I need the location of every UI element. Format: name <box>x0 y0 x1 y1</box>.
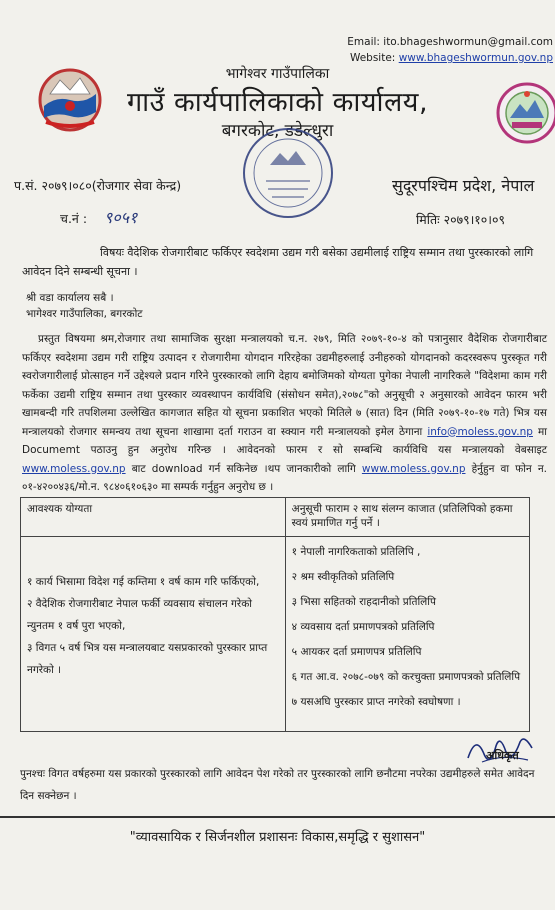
requirements-table <box>20 497 530 732</box>
dispatch-number: ९०५१ <box>104 208 138 227</box>
body-text-1: प्रस्तुत विषयमा श्रम,रोजगार तथा सामाजिक सुरक्षा मन्त्रालयको च.न. २७९, मिति २०७९-१०-४ को पत्रानुसार वैदेशिक रोजगारीबाट फर्किएर स्वदेशमा उद्यम गरी राष्ट्रिय उत्पादन र रोजगारीमा योगदान गरिरहेका उद्यमीहरुलाई उनीहरुको योगदानको कदरस्वरूप पुरस्कृत गरी स्वरोजगारीलाई प्रोत्साहन गर्ने उद्देश्यले प्रदान गरिने पुरस्कारको लागि देहाय बमोजिमको योग्यता पुगेका नेपाली नागरिकले "विदेशमा काम गरी फर्केका उद्यमी राष्ट्रिय सम्मान तथा पुरस्कार व्यवस्थापन कार्यविधि (संसोधन समेत),२०७८"को अनुसूची २ अनुसारको आवेदन फारम भरी खामबन्दी गरि तपशिलमा उल्लेखित कागजात सहित यो सूचना प्रकाशित भएको मितिले ७ (सात) दिन (मिति २०७९-१०-१७ गते) भित्र यस मन्त्रालयको रोजगार समन्वय तथा सूचना शाखामा दर्ता गराउन वा स्क्यान गरी मन्त्रालयको इमेल ठेगाना <box>22 333 547 438</box>
qualification-cell <box>21 537 286 732</box>
document-item: १ नेपाली नागरिकताको प्रतिलिपि , <box>291 546 421 558</box>
body-text-3: बाट download गर्न सकिनेछ ।थप जानकारीको लागि <box>131 462 356 475</box>
signatory-title: अधिकृत <box>486 749 519 762</box>
province-name: सुदूरपश्चिम प्रदेश, नेपाल <box>392 176 535 195</box>
document-item: २ श्रम स्वीकृतिको प्रतिलिपि <box>291 571 395 583</box>
qualification-item: ३ विगत ५ वर्ष भित्र यस मन्त्रालयबाट यसप्रकारको पुरस्कार प्राप्त नगरेको । <box>27 642 268 676</box>
addressee-line-1: श्री वडा कार्यालय सबै । <box>26 292 114 304</box>
body-text-4: हेर्नुहुन वा फोन न. ०१-४२००४३६/मो.न. ९८४०६१०६३० मा सम्पर्क गर्नुहुन अनुरोध छ । <box>22 462 548 493</box>
office-location: बगरकोट, डडेल्धुरा <box>221 121 334 141</box>
documents-header: अनुसूची फाराम २ साथ संलग्न काजात (प्रतिलिपिको हकमा स्वयं प्रमाणित गर्नु पर्ने । <box>285 498 529 537</box>
ministry-website-link-2[interactable]: www.moless.gov.np <box>361 462 466 475</box>
document-item: ६ गत आ.व. २०७८-०७९ को करचुक्ता प्रमाणपत्रको प्रतिलिपि <box>291 671 521 683</box>
postscript-note: पुनश्चः विगत वर्षहरुमा यस प्रकारको पुरस्कारको लागि आवेदन पेश गरेको तर पुरस्कारको लागि छनौटमा नपरेका उद्यमीहरुले समेत आवेदन दिन सक्नेछन । <box>20 768 535 802</box>
ministry-website-link-1[interactable]: www.moless.gov.np <box>22 462 126 475</box>
subject-line: विषयः वैदेशिक रोजगारीबाट फर्किएर स्वदेशमा उद्यम गरी बसेका उद्यमीलाई राष्ट्रिय सम्मान तथा पुरस्कारको लागि आवेदन दिने सम्बन्धी सूचना । <box>22 246 534 278</box>
addressee-line-2: भागेश्वर गाउँपालिका, बगरकोट <box>26 308 143 320</box>
notice-body <box>22 330 547 497</box>
footer-divider <box>0 816 555 818</box>
office-title: गाउँ कार्यपालिकाको कार्यालय, <box>126 87 429 118</box>
document-item: ५ आयकर दर्ता प्रमाणपत्र प्रतिलिपि <box>291 646 422 658</box>
contact-email: Email: ito.bhageshwormun@gmail.com <box>347 36 553 48</box>
table-header-row <box>21 498 530 537</box>
letter-date: मितिः २०७९।१०।०९ <box>416 212 506 227</box>
document-item: ३ भिसा सहितको राहदानीको प्रतिलिपि <box>291 596 436 608</box>
qualification-header: आवश्यक योग्यता <box>21 498 286 537</box>
document-item: ४ व्यवसाय दर्ता प्रमाणपत्रको प्रतिलिपि <box>291 621 435 633</box>
table-row <box>21 537 530 732</box>
reference-number: प.सं. २०७९।०८०(रोजगार सेवा केन्द्र) <box>14 178 182 193</box>
website-link[interactable]: www.bhageshwormun.gov.np <box>398 52 553 64</box>
dispatch-label: च.नं : <box>60 211 88 226</box>
municipality-name: भागेश्वर गाउँपालिका <box>225 66 330 82</box>
office-seal-stamp <box>240 125 336 221</box>
contact-website <box>350 52 553 64</box>
body-text-2: मा Documemt पठाउनु हुन अनुरोध गरिन्छ । आवेदनको फारम र सो सम्बन्धि कार्यविधि यस मन्त्रालयको वेबसाइट <box>22 425 547 456</box>
website-label: Website: <box>349 52 396 64</box>
footer-motto: "व्यावसायिक र सिर्जनशील प्रशासनः विकास,समृद्धि र सुशासन" <box>129 830 426 845</box>
qualification-item: १ कार्य भिसामा विदेश गई कम्तिमा १ वर्ष काम गरि फर्किएको, <box>27 576 260 588</box>
qualification-item: २ वैदेशिक रोजगारीबाट नेपाल फर्की व्यवसाय संचालन गरेको न्युनतम १ वर्ष पुरा भएको, <box>27 598 252 632</box>
document-item: ७ यसअघि पुरस्कार प्राप्त नगरेको स्वघोषणा । <box>291 696 461 708</box>
documents-cell <box>285 537 529 732</box>
ministry-email-link[interactable]: info@moless.gov.np <box>427 425 533 438</box>
